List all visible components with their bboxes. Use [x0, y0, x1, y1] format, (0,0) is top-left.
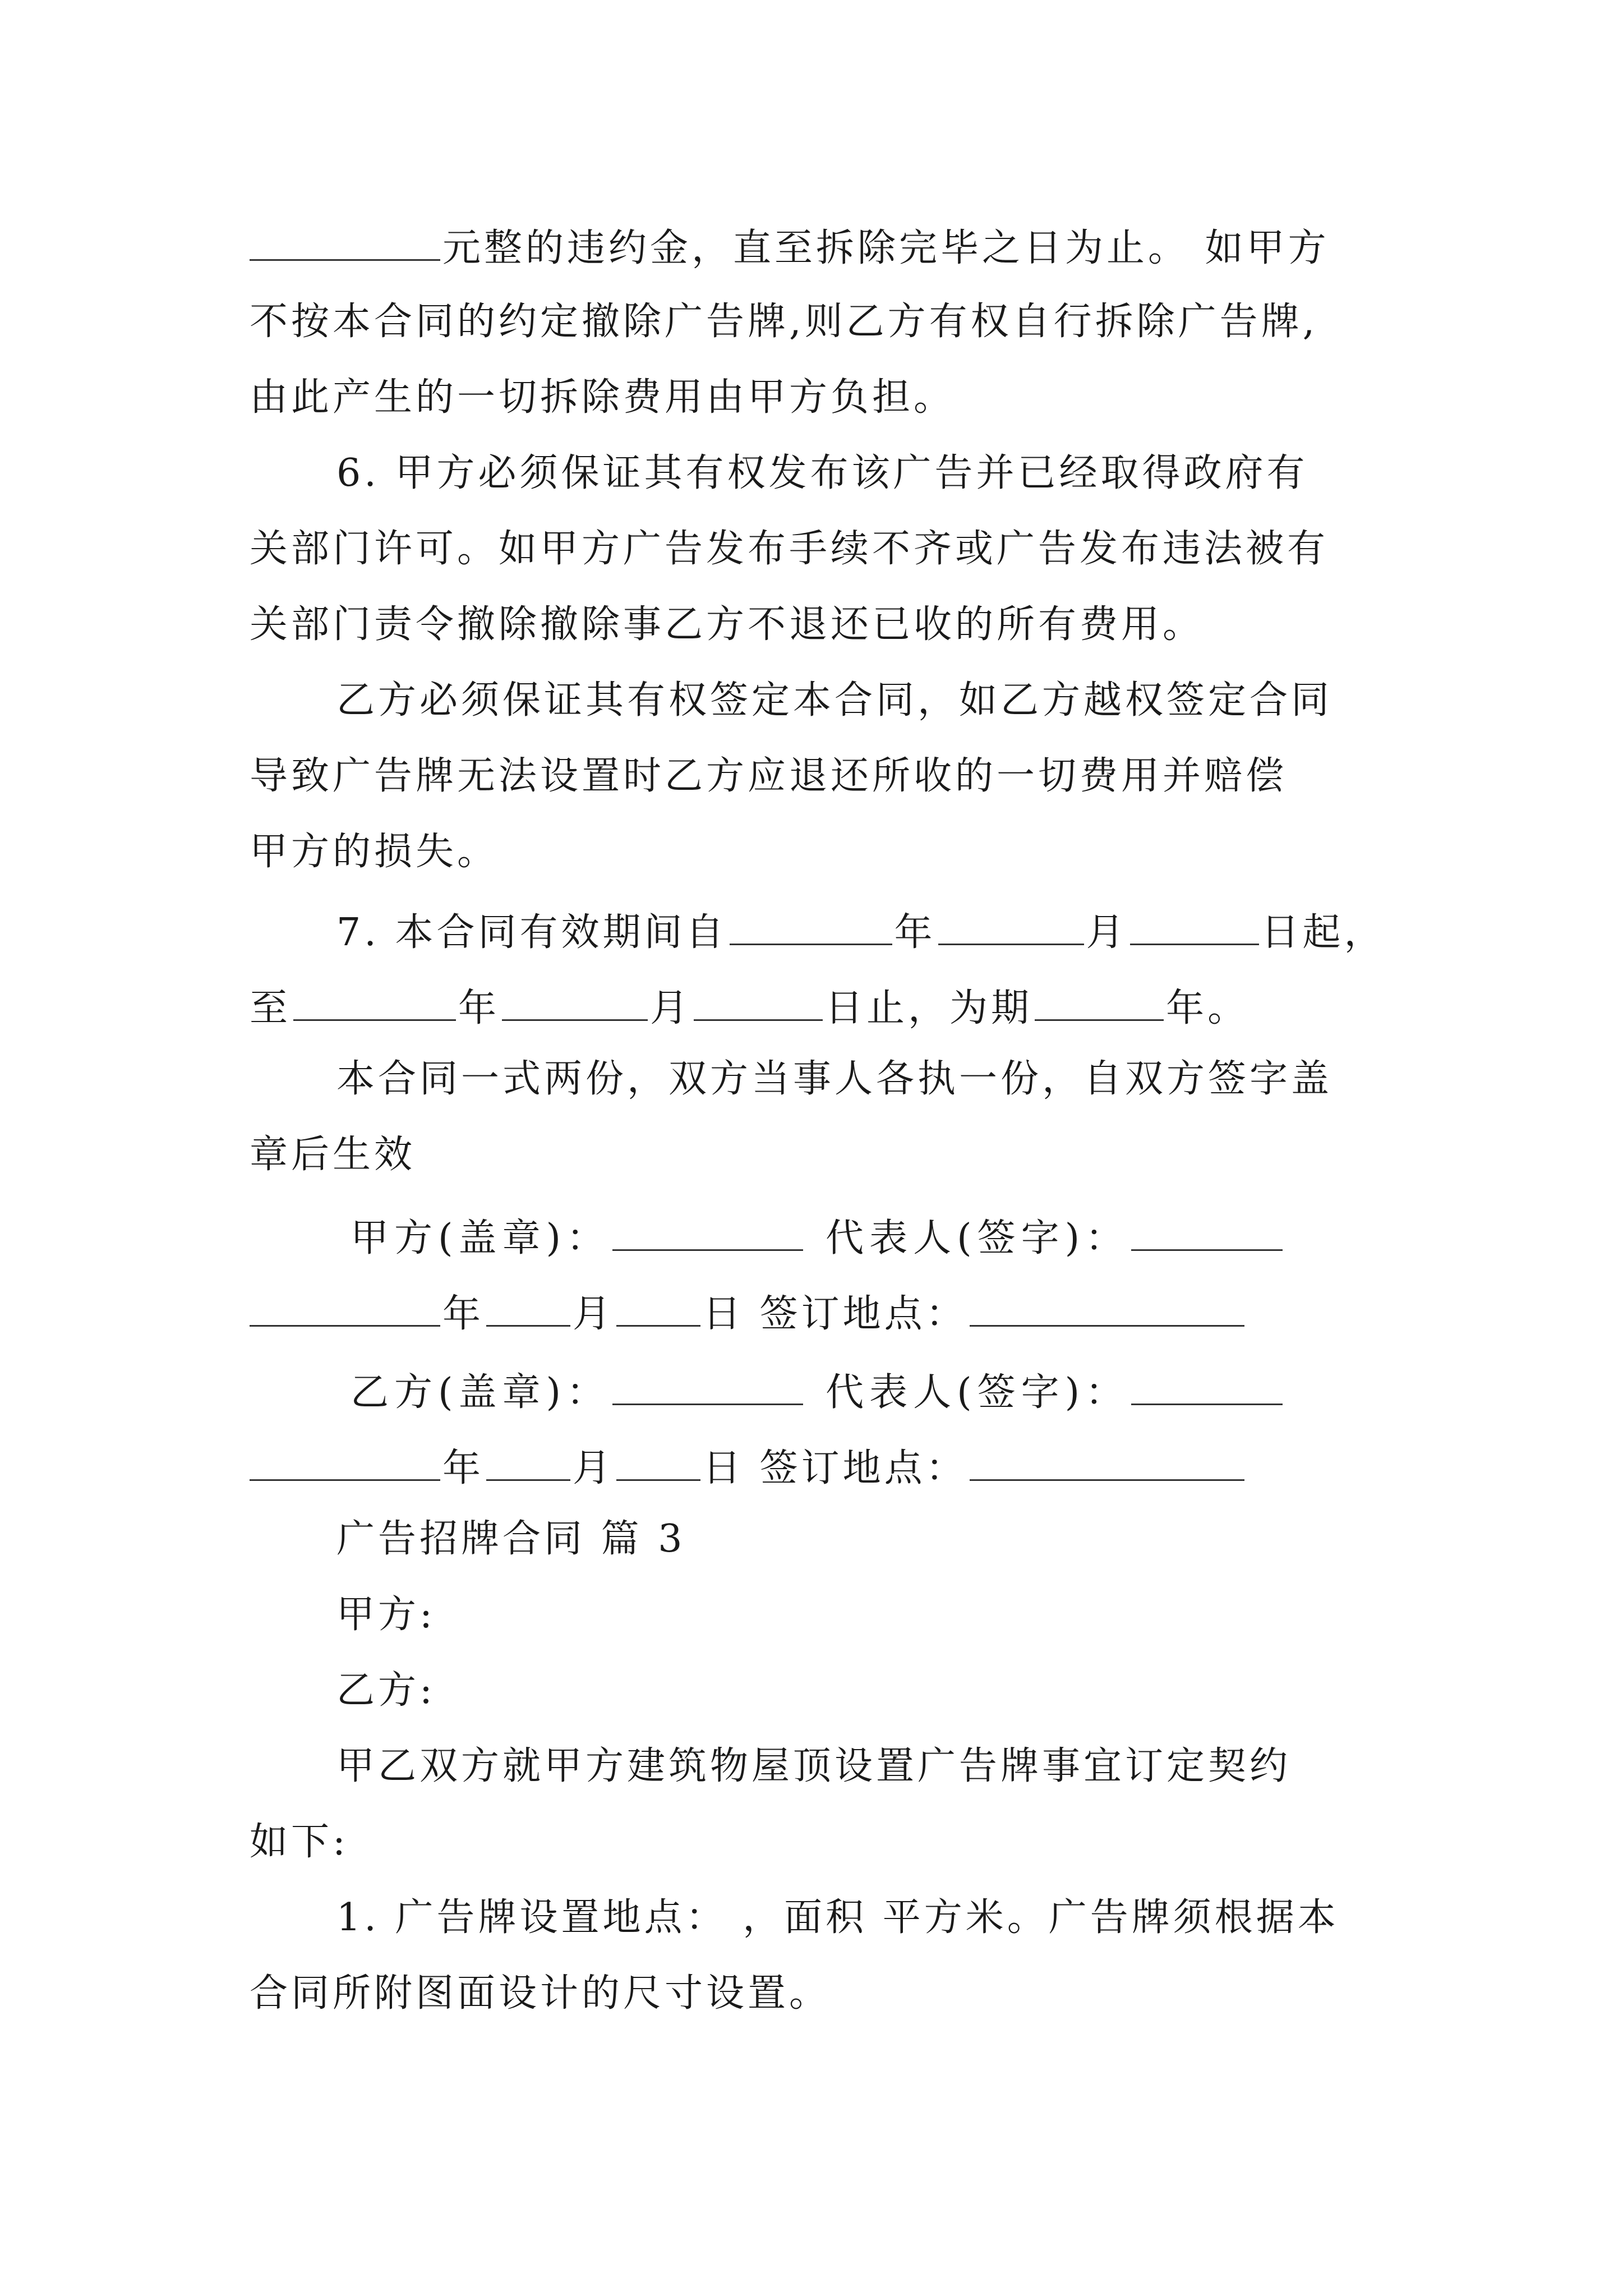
blank-field	[970, 1290, 1244, 1327]
paragraph-1-line-3: 由此产生的一切拆除费用由甲方负担。	[250, 375, 956, 420]
section-3-party-a: 甲方:	[336, 1593, 436, 1637]
text: 月	[573, 1292, 615, 1336]
place-label: 签订地点：	[759, 1446, 967, 1490]
blank-field	[250, 224, 440, 261]
blank-field	[612, 1369, 803, 1405]
blank-field	[1130, 909, 1259, 945]
representative-label: 代表人(签字)：	[826, 1216, 1129, 1260]
party-label: 甲方(盖章)：	[351, 1216, 611, 1260]
blank-field	[1035, 984, 1164, 1021]
term-line-1	[336, 909, 1386, 955]
text: 年	[442, 1292, 485, 1336]
signature-b-line-1	[351, 1369, 1285, 1415]
paragraph-2-line-2: 关部门许可。如甲方广告发布手续不齐或广告发布违法被有	[250, 527, 1329, 571]
paragraph-3-line-2: 导致广告牌无法设置时乙方应退还所收的一切费用并赔偿	[250, 754, 1288, 798]
text: 年。	[1166, 986, 1249, 1030]
blank-field	[486, 1290, 570, 1327]
text: 7. 本合同有效期间自	[336, 910, 727, 955]
blank-field	[730, 909, 892, 945]
blank-field	[938, 909, 1084, 945]
paragraph-1-line-1	[250, 224, 1330, 268]
paragraph-5-line-2: 章后生效	[250, 1133, 416, 1177]
blank-field	[616, 1290, 700, 1327]
text: 年	[442, 1446, 485, 1490]
paragraph-3-line-1: 乙方必须保证其有权签定本合同，如乙方越权签定合同	[336, 678, 1333, 723]
text: 至	[250, 986, 292, 1030]
blank-field	[250, 1444, 440, 1481]
blank-field	[616, 1444, 700, 1481]
blank-field	[612, 1214, 803, 1251]
blank-field	[694, 984, 823, 1021]
blank-field	[1131, 1369, 1283, 1405]
text: 月	[650, 986, 692, 1030]
section-3-intro-line-1: 甲乙双方就甲方建筑物屋顶设置广告牌事宜订定契约	[336, 1744, 1292, 1788]
blank-field	[970, 1444, 1244, 1481]
text: 月	[573, 1446, 615, 1490]
text: 日起，	[1261, 910, 1386, 955]
paragraph-3-line-3: 甲方的损失。	[250, 830, 499, 874]
blank-field	[293, 984, 456, 1021]
section-3-party-b: 乙方:	[336, 1668, 436, 1713]
representative-label: 代表人(签字)：	[826, 1370, 1129, 1415]
text: 年	[894, 910, 936, 955]
paragraph-1-line-2: 不按本合同的约定撤除广告牌,则乙方有权自行拆除广告牌,	[250, 300, 1318, 344]
blank-field	[1131, 1214, 1283, 1251]
blank-field	[250, 1290, 440, 1327]
term-line-2	[250, 984, 1249, 1028]
party-label: 乙方(盖章)：	[351, 1370, 611, 1415]
section-3-item-1-line-2: 合同所附图面设计的尺寸设置。	[250, 1971, 831, 2016]
text: 日	[703, 1292, 745, 1336]
paragraph-5-line-1: 本合同一式两份，双方当事人各执一份，自双方签字盖	[336, 1057, 1333, 1101]
section-3-title: 广告招牌合同 篇 3	[336, 1517, 686, 1561]
text: 日止，为期	[825, 986, 1033, 1030]
place-label: 签订地点：	[759, 1292, 967, 1336]
paragraph-2-line-3: 关部门责令撤除撤除事乙方不退还已收的所有费用。	[250, 602, 1205, 647]
signature-a-line-2	[250, 1290, 1247, 1336]
paragraph-2-line-1: 6. 甲方必须保证其有权发布该广告并已经取得政府有	[336, 451, 1308, 495]
text: 日	[703, 1446, 745, 1490]
signature-b-line-2	[250, 1444, 1247, 1488]
text: 元整的违约金，直至拆除完毕之日为止。 如甲方	[442, 226, 1330, 270]
section-3-item-1-line-1: 1. 广告牌设置地点： ，面积 平方米。广告牌须根据本	[336, 1895, 1339, 1940]
section-3-intro-line-2: 如下:	[250, 1820, 349, 1864]
blank-field	[486, 1444, 570, 1481]
text: 月	[1086, 910, 1128, 955]
text: 年	[458, 986, 500, 1030]
blank-field	[502, 984, 648, 1021]
signature-a-line-1	[351, 1214, 1285, 1258]
